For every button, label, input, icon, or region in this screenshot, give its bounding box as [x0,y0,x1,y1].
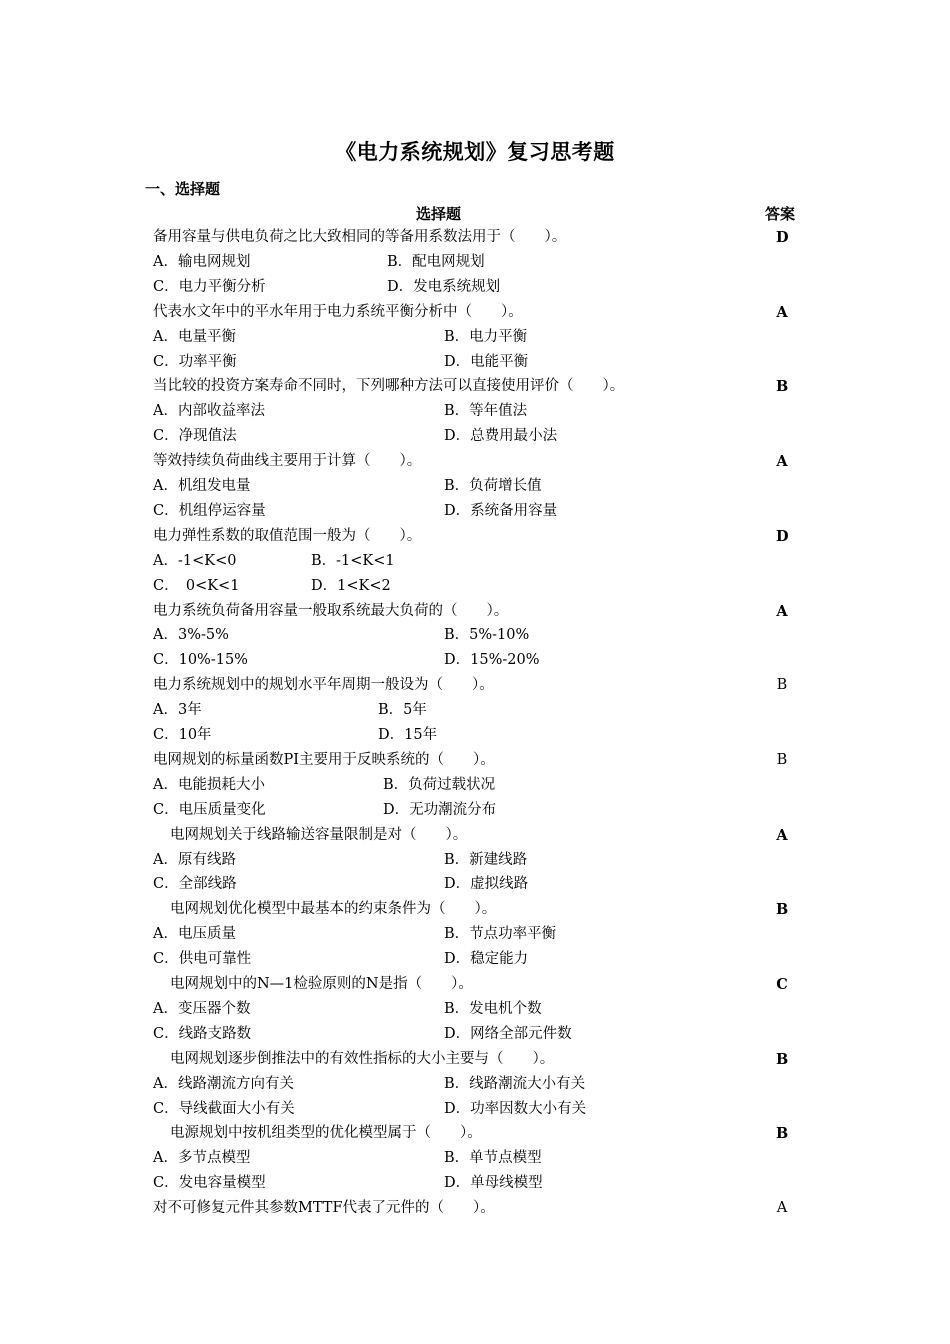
question-stem: 电力弹性系数的取值范围一般为（ ）。 [153,527,422,544]
answer-option: A．电能损耗大小 [153,776,265,793]
answer-option: C．导线截面大小有关 [153,1100,295,1117]
answer-option: B．等年值法 [444,403,528,420]
answer-option: D．15年 [378,727,438,743]
answer-cell: B [776,1050,789,1068]
answer-cell: A [776,453,788,471]
answer-option: D．虚拟线路 [444,876,529,893]
answer-option: A．线路潮流方向有关 [153,1075,294,1092]
question-stem: 电网规划中的N—1检验原则的N是指（ ）。 [170,976,473,992]
section-heading: 一、选择题 [145,180,221,198]
answer-option: B．负荷过载状况 [383,776,496,793]
answer-cell: B [776,378,789,396]
answer-option: A．内部收益率法 [153,403,265,420]
answer-option: C．功率平衡 [153,353,237,370]
answer-cell: B [776,677,788,694]
answer-option: D．网络全部元件数 [444,1025,572,1042]
answer-option: A．3%-5% [153,627,229,644]
answer-cell: A [776,602,788,620]
answer-option: C．供电可靠性 [153,951,252,968]
answer-option: C．机组停运容量 [153,502,266,519]
question-stem: 电网规划关于线路输送容量限制是对（ ）。 [170,826,468,843]
answer-option: B．负荷增长值 [444,478,542,494]
answer-option: C．电力平衡分析 [153,278,266,295]
answer-option: A．电量平衡 [153,328,236,345]
answer-option: B．单节点模型 [444,1150,542,1167]
question-stem: 电力系统规划中的规划水平年周期一般设为（ ）。 [153,677,494,694]
question-stem: 代表水文年中的平水年用于电力系统平衡分析中（ ）。 [153,303,523,320]
answer-option: A．机组发电量 [153,478,251,494]
question-stem: 电力系统负荷备用容量一般取系统最大负荷的（ ）。 [153,602,509,619]
answer-option: D．发电系统规划 [387,278,501,295]
question-stem: 电源规划中按机组类型的优化模型属于（ ）。 [170,1125,482,1142]
answer-option: C．电压质量变化 [153,801,266,818]
answer-option: D．电能平衡 [444,353,529,370]
answer-column-header: 答案 [765,205,796,223]
answer-option: C．全部线路 [153,876,237,893]
question-stem: 电网规划的标量函数PI主要用于反映系统的（ ）。 [153,751,495,768]
answer-option: D．功率因数大小有关 [444,1100,587,1117]
answer-option: B．新建线路 [444,851,528,868]
question-stem: 备用容量与供电负荷之比大致相同的等备用系数法用于（ ）。 [153,229,567,245]
answer-option: A．输电网规划 [153,253,251,270]
answer-cell: A [776,1200,788,1217]
answer-option: D．稳定能力 [444,951,529,968]
answer-option: A．3年 [153,702,202,719]
answer-option: B．5年 [378,702,427,719]
answer-option: B．配电网规划 [387,253,485,270]
answer-option: B．电力平衡 [444,328,528,345]
answer-option: C．发电容量模型 [153,1175,266,1192]
answer-option: C．净现值法 [153,428,237,445]
answer-option: C．10%-15% [153,652,248,669]
answer-option: A．-1<K<0 [153,552,237,569]
answer-option: B．线路潮流大小有关 [444,1075,586,1092]
question-stem: 当比较的投资方案寿命不同时，下列哪种方法可以直接使用评价（ ）。 [153,378,625,395]
answer-option: D．系统备用容量 [444,502,558,519]
answer-option: D．15%-20% [444,652,540,669]
answer-option: B．5%-10% [444,627,530,644]
answer-option: A．原有线路 [153,851,236,868]
answer-option: C． 0<K<1 [153,577,240,594]
answer-option: B．发电机个数 [444,1000,542,1017]
answer-option: C．10年 [153,727,212,743]
answer-cell: A [776,303,788,321]
answer-option: C．线路支路数 [153,1025,252,1042]
question-stem: 对不可修复元件其参数MTTF代表了元件的（ ）。 [153,1200,495,1217]
question-stem: 电网规划优化模型中最基本的约束条件为（ ）。 [170,901,497,918]
answer-option: D．总费用最小法 [444,428,558,445]
answer-option: A．变压器个数 [153,1000,251,1017]
answer-cell: B [776,1125,789,1143]
answer-cell: A [776,826,788,844]
answer-option: A．多节点模型 [153,1150,251,1167]
question-column-header: 选择题 [416,205,462,223]
answer-option: B．-1<K<1 [311,552,395,569]
answer-cell: B [776,901,789,919]
question-stem: 电网规划逐步倒推法中的有效性指标的大小主要与（ ）。 [170,1050,555,1067]
answer-cell: C [776,976,788,993]
answer-option: A．电压质量 [153,926,236,943]
answer-option: B．节点功率平衡 [444,926,557,943]
page-title: 《电力系统规划》复习思考题 [335,139,615,164]
question-stem: 等效持续负荷曲线主要用于计算（ ）。 [153,453,422,470]
answer-option: D．单母线模型 [444,1175,543,1192]
answer-option: D．无功潮流分布 [383,801,497,818]
answer-cell: D [776,527,789,545]
answer-cell: B [776,751,788,768]
answer-cell: D [776,229,789,246]
answer-option: D．1<K<2 [311,577,391,594]
